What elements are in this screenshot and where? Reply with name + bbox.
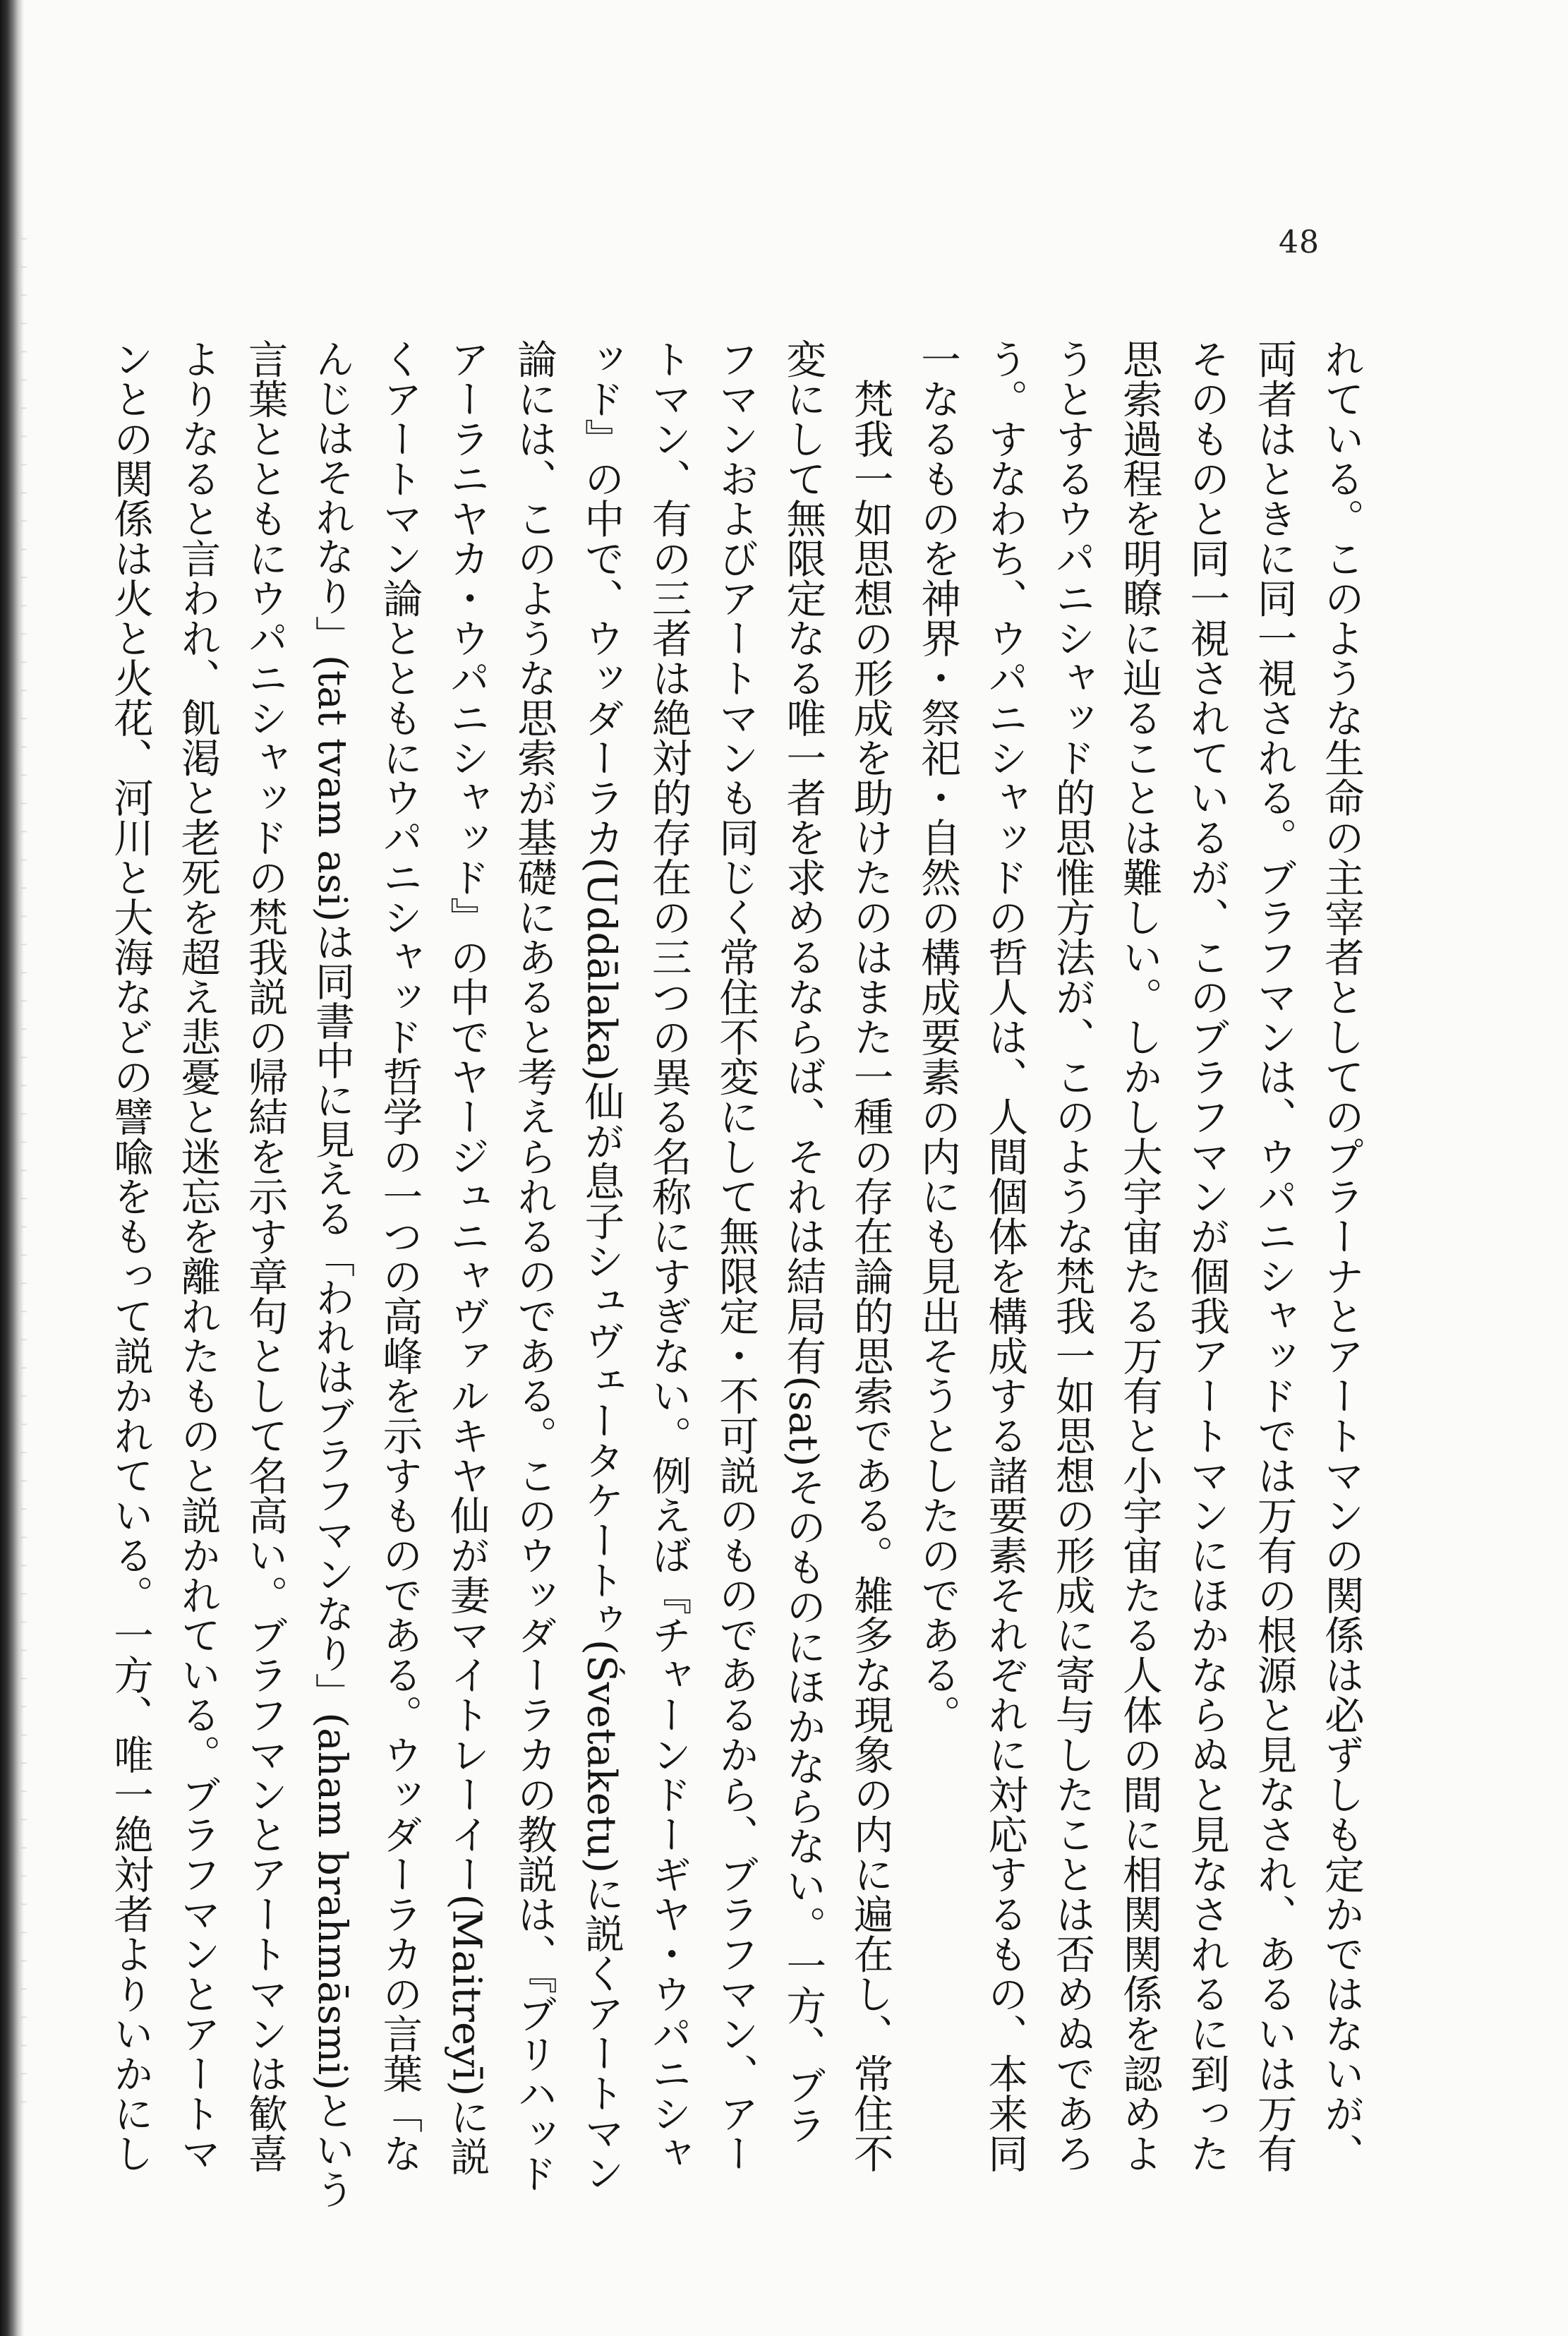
text-column-19: ンとの関係は火と火花、河川と大海などの譬喩をもって説かれている。一方、唯一絶対者よりいかにし	[107, 339, 153, 2173]
text-column-7: 一なるものを神界・祭祀・自然の構成要素の内にも見出そうとしたのである。	[914, 339, 960, 1735]
binding-edge-texture	[21, 212, 27, 2117]
text-column-8: 梵我一如思想の形成を助けたのはまた一種の存在論的思索である。雑多な現象の内に遍在し、常住不	[847, 339, 893, 2173]
text-column-1: れている。このような生命の主宰者としてのプラーナとアートマンの関係は必ずしも定かではないが、	[1317, 339, 1364, 2173]
text-column-13: 論には、このような思索が基礎にあると考えられるのである。このウッダーラカの教説は、『ブリハッド	[510, 339, 557, 2193]
page-number: 48	[1279, 224, 1320, 260]
text-column-5: うとするウパニシャッド的思惟方法が、このような梵我一如思想の形成に寄与したことは否めぬであろ	[1049, 339, 1095, 2173]
text-column-2: 両者はときに同一視される。ブラフマンは、ウパニシャッドでは万有の根源と見なされ、あるいは万有	[1250, 339, 1297, 2173]
text-column-18: よりなると言われ、飢渇と老死を超え悲憂と迷忘を離れたものと説かれている。ブラフマンとアートマ	[174, 339, 221, 2173]
text-column-14: アーラニヤカ・ウパニシャッド』の中でヤージュニャヴァルキヤ仙が妻マイトレーイー(Maitreyī)に説	[443, 339, 490, 2177]
text-column-3: そのものと同一視されているが、このブラフマンが個我アートマンにほかならぬと見なされるに到った	[1183, 339, 1230, 2173]
text-column-9: 変にして無限定なる唯一者を求めるならば、それは結局有(sat)そのものにほかならない。一方、ブラ	[780, 339, 826, 2145]
vertical-text-block	[104, 339, 1364, 2223]
text-column-4: 思索過程を明瞭に辿ることは難しい。しかし大宇宙たる万有と小宇宙たる人体の間に相関関係を認めよ	[1116, 339, 1162, 2173]
binding-shadow	[0, 0, 24, 2336]
text-column-15: くアートマン論とともにウパニシャッド哲学の一つの高峰を示すものである。ウッダーラカの言葉「な	[376, 339, 423, 2173]
text-column-6: う。すなわち、ウパニシャッドの哲人は、人間個体を構成する諸要素それぞれに対応するもの、本来同	[982, 339, 1028, 2173]
text-column-16: んじはそれなり」(tat tvam asi)は同書中に見える「われはブラフマンなり」(aham brahmāsmi)という	[308, 339, 355, 2210]
text-column-11: トマン、有の三者は絶対的存在の三つの異る名称にすぎない。例えば『チャーンドーギヤ・ウパニシャ	[645, 339, 692, 2173]
text-column-12: ッド』の中で、ウッダーラカ(Uddālaka)仙が息子シュヴェータケートゥ(Śvetaketu)に説くアートマン	[578, 339, 625, 2193]
text-column-17: 言葉とともにウパニシャッドの梵我説の帰結を示す章句として名高い。ブラフマンとアートマンは歓喜	[241, 339, 288, 2173]
text-column-10: フマンおよびアートマンも同じく常住不変にして無限定・不可説のものであるから、ブラフマン、アー	[712, 339, 759, 2173]
